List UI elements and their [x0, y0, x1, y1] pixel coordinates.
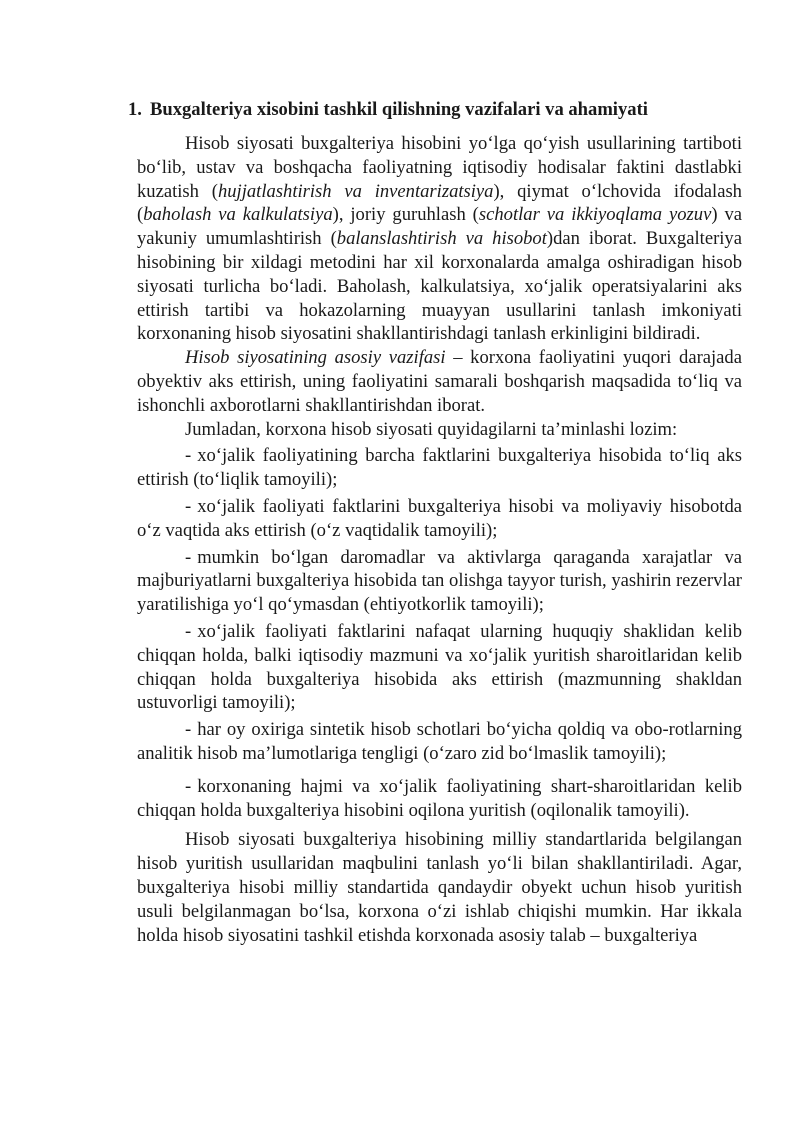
list-item-text: korxonaning hajmi va xo‘jalik faoliyatining shart-sharoitlaridan kelib chiqqan holda buxgalteriya hisobini oqilona yuritish (oqilonalik tamoyili).	[137, 775, 742, 821]
list-item	[137, 444, 742, 492]
paragraph-list-intro: Jumladan, korxona hisob siyosati quyidagilarni ta’minlashi lozim:	[185, 418, 678, 440]
paragraph-accounting-policy-definition	[137, 132, 742, 346]
list-dash: -	[185, 445, 192, 467]
paragraph-national-standards: Hisob siyosati buxgalteriya hisobining milliy standartlarida belgilangan hisob yuritish usullaridan maqbulini tanlash yo‘li bilan shakllantiriladi. Agar, buxgalteriya hisobi milliy standartida qandaydir obyekt uchun hisob yuritish usuli belgilanmagan bo‘lsa, korxona o‘zi ishlab chiqishi mumkin. Har ikkala holda hisob siyosatini tashkil etishda korxonada asosiy talab – buxgalteriya	[137, 829, 742, 946]
list-dash: -	[185, 719, 192, 741]
list-item-text: xo‘jalik faoliyati faktlarini nafaqat ularning huquqiy shaklidan kelib chiqqan holda, balki iqtisodiy mazmuni va xo‘jalik yuritish sharoitlaridan kelib chiqqan holda buxgalteriya hisobida aks ettirish (mazmunning shakldan ustuvorligi tamoyili);	[137, 620, 742, 714]
italic-term: hujjatlashtirish va inventarizatsiya	[217, 180, 494, 202]
section-title: Buxgalteriya xisobini tashkil qilishning vazifalari va ahamiyati	[149, 99, 648, 120]
list-dash: -	[185, 546, 192, 568]
document-page	[128, 98, 742, 947]
list-dash: -	[185, 495, 192, 517]
list-item-text: xo‘jalik faoliyati faktlarini buxgalteriya hisobi va moliyaviy hisobotda o‘z vaqtida aks ettirish (o‘z vaqtidalik tamoyili);	[137, 495, 742, 541]
list-item	[137, 495, 742, 543]
text-run: ), joriy guruhlash (	[332, 204, 479, 226]
section-number: 1.	[128, 99, 142, 120]
text-run: )dan iborat. Buxgalteriya hisobining bir xildagi metodini har xil korxonalarda amalga oshiradigan hisob siyosati turlicha bo‘ladi. Baholash, kalkulatsiya, xo‘jalik operatsiyalarini aks ettirish tartibi va hokazolarning muayyan usullarini tanlash imkoniyati korxonaning hisob siyosatini shakllantirishdagi tanlash erkinligini bildiradi.	[137, 228, 742, 345]
italic-term: baholash va kalkulatsiya	[143, 204, 333, 226]
list-dash: -	[185, 775, 192, 797]
list-item-text: har oy oxiriga sintetik hisob schotlari bo‘yicha qoldiq va obo-rotlarning analitik hisob ma’lumotlariga tengligi (o‘zaro zid bo‘lmaslik tamoyili);	[137, 719, 742, 764]
text-run: Hisob siyosati buxgalteriya hisobini yo‘lga qo‘yish usullarining tartiboti bo‘lib, ustav va boshqacha faoliyatning iqtisodiy hodisalar faktini dastlabki kuzatish (	[137, 133, 742, 202]
list-item	[137, 546, 742, 617]
italic-term: schotlar va ikkiyoqlama yozuv	[478, 204, 712, 226]
italic-term: Hisob siyosatining asosiy vazifasi	[185, 347, 446, 369]
list-item	[137, 620, 742, 715]
text-run: ) va yakuniy umumlashtirish (	[137, 204, 742, 250]
text-run: – korxona faoliyatini yuqori darajada obyektiv aks ettirish, uning faoliyatini samarali boshqarish maqsadida to‘liq va ishonchli axborotlarni shakllantirishdan iborat.	[137, 347, 742, 416]
list-item-text: mumkin bo‘lgan daromadlar va aktivlarga qaraganda xarajatlar va majburiyatlarni buxgalteriya hisobida tan olishga tayyor turish, yashirin rezervlar yaratilishiga yo‘l qo‘ymasdan (ehtiyotkorlik tamoyili);	[137, 546, 742, 616]
list-dash: -	[185, 620, 192, 642]
text-run: ), qiymat o‘lchovida ifodalash (	[137, 180, 742, 226]
paragraph-main-task	[137, 346, 742, 417]
list-item-text: xo‘jalik faoliyatining barcha faktlarini buxgalteriya hisobida to‘liq aks ettirish (to‘liqlik tamoyili);	[137, 445, 742, 491]
list-item	[137, 775, 742, 823]
section-heading	[128, 98, 742, 122]
italic-term: balanslashtirish va hisobot	[336, 228, 547, 250]
list-item	[137, 718, 742, 766]
